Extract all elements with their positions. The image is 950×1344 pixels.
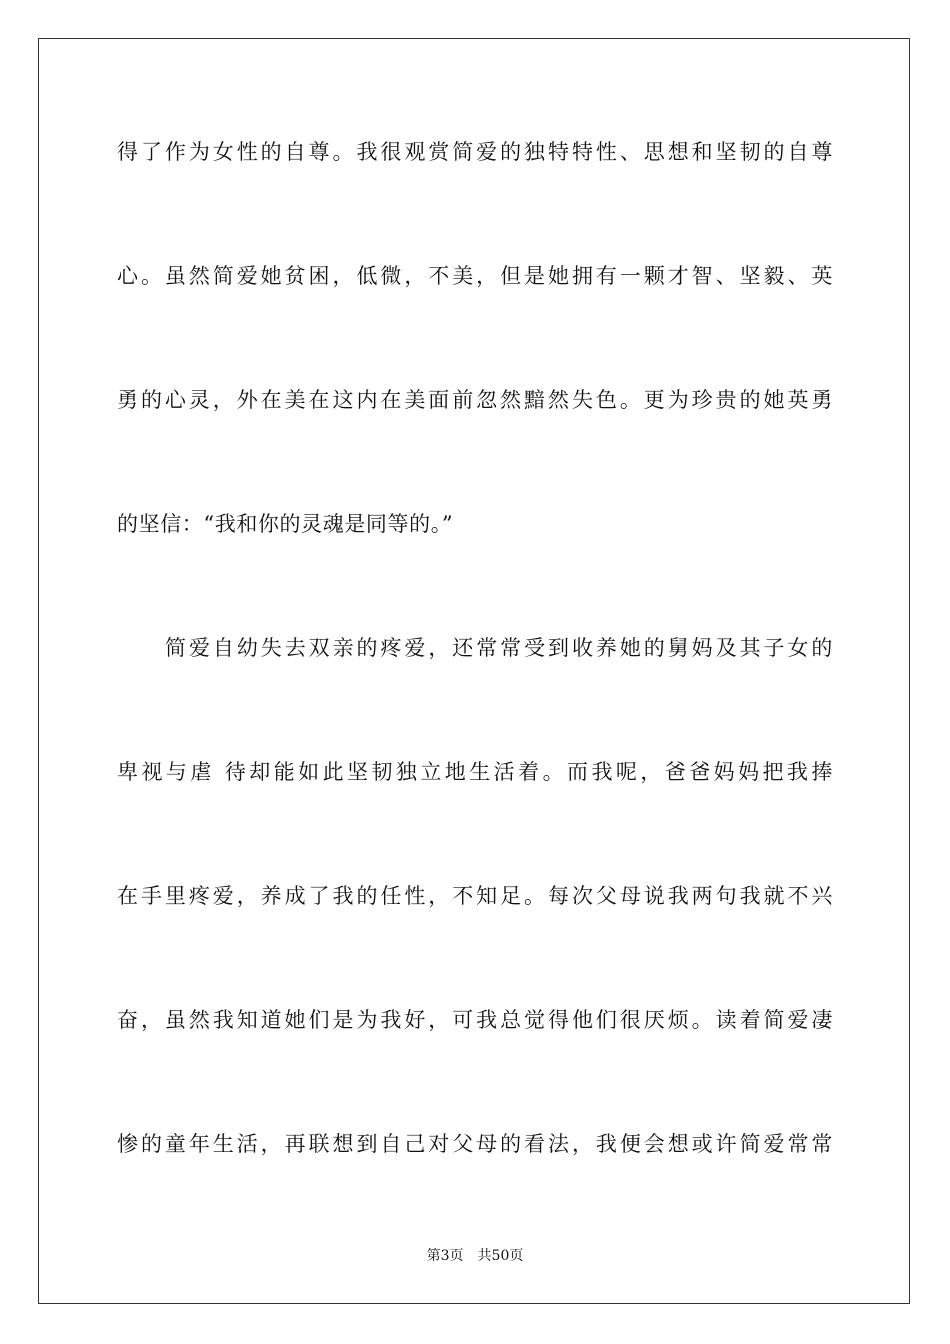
body-line-5: 简爱自幼失去双亲的疼爱，还常常受到收养她的舅妈及其子女的 bbox=[165, 636, 833, 660]
page-border bbox=[38, 38, 910, 1304]
body-line-3: 勇的心灵，外在美在这内在美面前忽然黯然失色。更为珍贵的她英勇 bbox=[117, 388, 833, 412]
body-line-7: 在手里疼爱，养成了我的任性，不知足。每次父母说我两句我就不兴 bbox=[117, 884, 833, 908]
page-number: 第3页 bbox=[426, 1248, 464, 1264]
page-total: 共50页 bbox=[477, 1248, 524, 1264]
body-line-8: 奋，虽然我知道她们是为我好，可我总觉得他们很厌烦。读着简爱凄 bbox=[117, 1008, 833, 1032]
body-line-9: 惨的童年生活，再联想到自己对父母的看法，我便会想或许简爱常常 bbox=[117, 1132, 833, 1156]
body-line-1: 得了作为女性的自尊。我很观赏简爱的独特特性、思想和坚韧的自尊 bbox=[117, 140, 833, 164]
body-line-6: 卑视与虐 待却能如此坚韧独立地生活着。而我呢，爸爸妈妈把我捧 bbox=[117, 760, 833, 784]
body-line-4: 的坚信：“我和你的灵魂是同等的。” bbox=[117, 512, 454, 536]
page-footer bbox=[0, 1246, 950, 1266]
body-line-2: 心。虽然简爱她贫困，低微，不美，但是她拥有一颗才智、坚毅、英 bbox=[117, 264, 833, 288]
